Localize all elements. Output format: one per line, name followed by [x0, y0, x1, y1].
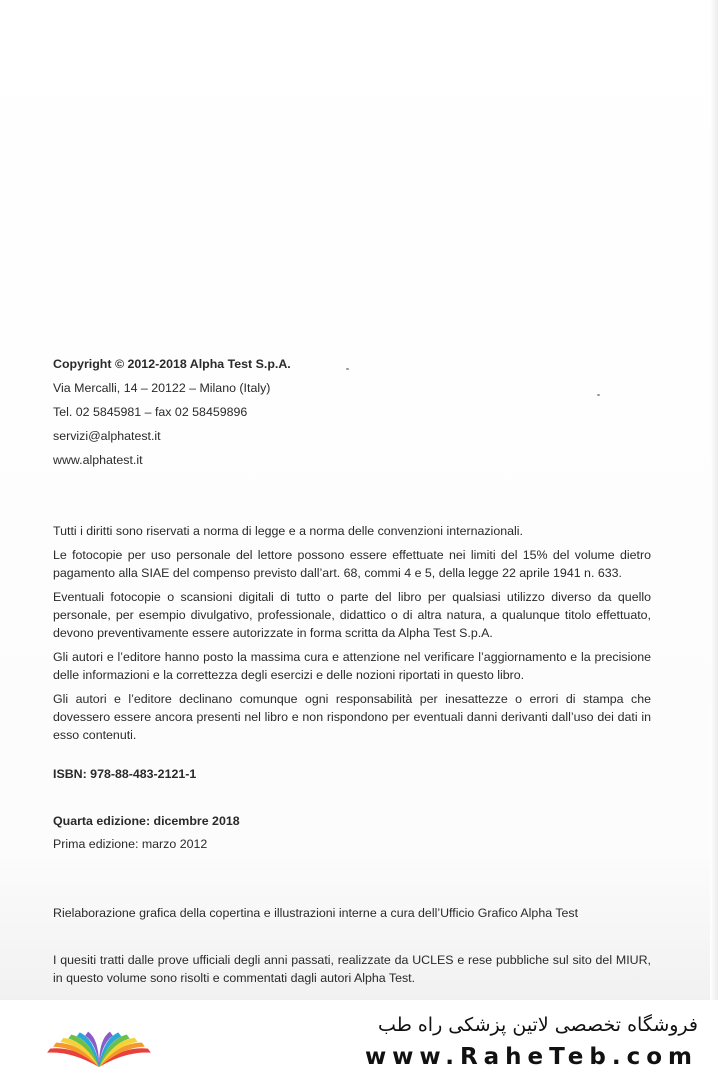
- page-edge-shadow: [710, 0, 718, 1000]
- graphics-credit: Rielaborazione grafica della copertina e illustrazioni interne a cura dell’Ufficio Grafico Alpha Test: [53, 906, 579, 920]
- first-edition: Prima edizione: marzo 2012: [53, 837, 208, 851]
- watermark-footer: [0, 1000, 718, 1080]
- publisher-phone: Tel. 02 5845981 – fax 02 58459896: [53, 405, 248, 419]
- quesiti-note: I quesiti tratti dalle prove ufficiali degli anni passati, realizzate da UCLES e rese pubbliche sul sito del MIUR, in questo volume sono risolti e commentati dagli autori Alpha Test.: [53, 953, 651, 985]
- publisher-info: [53, 355, 651, 469]
- shop-name: فروشگاه تخصصی لاتین پزشکی راه طب: [378, 1014, 698, 1036]
- copyright-title: Copyright © 2012-2018 Alpha Test S.p.A.: [53, 357, 291, 371]
- shop-url: www.RaheTeb.com: [364, 1044, 698, 1070]
- rights-paragraph: Le fotocopie per uso personale del lettore possono essere effettuate nei limiti del 15% del volume dietro pagamento alla SIAE del compenso previsto dall’art. 68, commi 4 e 5, della legge 22 aprile 1941 n. 633.: [53, 548, 651, 580]
- publisher-address: Via Mercalli, 14 – 20122 – Milano (Italy): [53, 381, 271, 395]
- publisher-email: servizi@alphatest.it: [53, 429, 161, 443]
- rights-paragraph: Tutti i diritti sono riservati a norma di legge e a norma delle convenzioni internazionali.: [53, 524, 523, 538]
- rights-paragraph: Gli autori e l’editore declinano comunque ogni responsabilità per inesattezze o errori di stampa che dovessero essere ancora presenti nel libro e non rispondono per eventuali danni derivanti dall’uso dei dati in esso contenuti.: [53, 692, 651, 742]
- publisher-website: www.alphatest.it: [53, 453, 143, 467]
- isbn: ISBN: 978-88-483-2121-1: [53, 767, 197, 781]
- open-book-logo: [40, 1010, 158, 1072]
- rights-paragraph: Eventuali fotocopie o scansioni digitali di tutto o parte del libro per qualsiasi utilizzo diverso da quello personale, per esempio divulgativo, professionale, didattico o di altra natura, a qualunque titolo effettuato, devono preventivamente essere autorizzate in forma scritta da Alpha Test S.p.A.: [53, 590, 651, 640]
- edition-info: [53, 812, 651, 853]
- rights-notice: [53, 522, 651, 750]
- rights-paragraph: Gli autori e l’editore hanno posto la massima cura e attenzione nel verificare l’aggiornamento e la precisione delle informazioni e la correttezza degli esercizi e delle nozioni riportati in questo libro.: [53, 650, 651, 682]
- current-edition: Quarta edizione: dicembre 2018: [53, 814, 240, 828]
